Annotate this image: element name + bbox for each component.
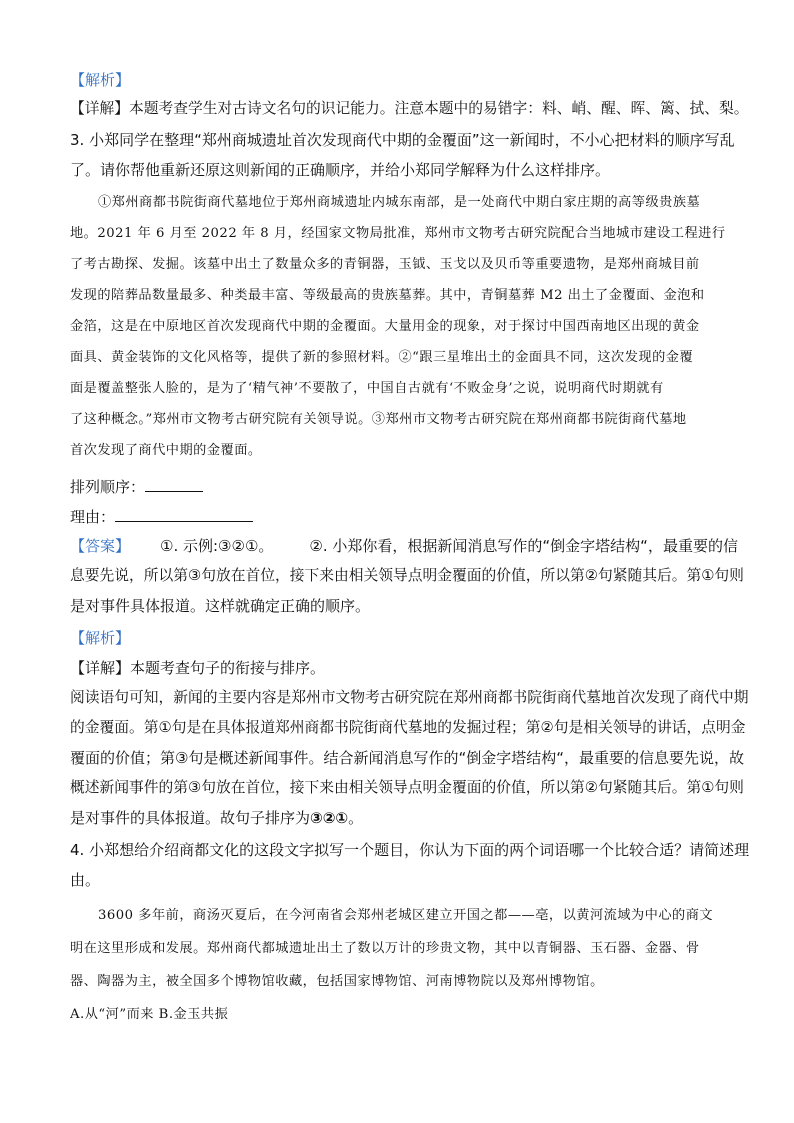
answer-line-2: 息要先说，所以第③句放在首位，接下来由相关领导点明金覆面的价值，所以第②句紧随其后。第①句则	[70, 567, 744, 584]
passage-line: 首次发现了商代中期的金覆面。	[70, 443, 262, 458]
reason-blank[interactable]	[115, 506, 253, 522]
passage-line: 了考古勘探、发掘。该墓中出土了数量众多的青铜器，玉钺、玉戈以及贝币等重要遗物，是郑州商城目前	[70, 257, 700, 272]
q4-options: A.从“河”而来 B.金玉共振	[70, 1007, 229, 1022]
explanation-line-last	[70, 808, 363, 828]
answer-part-1: . 示例:③②①。	[173, 537, 274, 555]
answer-line-3: 是对事件具体报道。这样就确定正确的顺序。	[70, 597, 371, 615]
final-order: ③②①	[310, 809, 349, 827]
order-label: 排列顺序：	[70, 478, 146, 496]
detail-text: 本题考查学生对古诗文名句的识记能力。注意本题中的易错字：料、峭、醒、晖、篱、拭、梨。	[129, 100, 749, 117]
reason-label: 理由：	[70, 508, 116, 526]
passage-line: 面是覆盖整张人脸的，是为了‘精气神’不要散了，中国自古就有‘不败金身’之说，说明商代时期就有	[70, 381, 664, 396]
passage-line: 地。2021 年 6 月至 2022 年 8 月，经国家文物局批准，郑州市文物考古研究院配合当地城市建设工程进行	[70, 226, 726, 241]
answer-tag: 【答案】	[70, 537, 131, 555]
question-3-stem-line-1: 3. 小郑同学在整理“郑州商城遗址首次发现商代中期的金覆面”这一新闻时，不小心把材料的顺序写乱	[70, 131, 735, 149]
question-3-stem-line-2: 了。请你帮他重新还原这则新闻的正确顺序，并给小郑同学解释为什么这样排序。	[70, 161, 611, 179]
detail-tag: 【详解】	[70, 100, 129, 117]
explanation-suffix: 。	[348, 809, 364, 827]
answer-part-2: . 小郑你看，根据新闻消息写作的“倒金字塔结构“，最重要的信	[322, 537, 738, 555]
passage-line: 了这种概念。”郑州市文物考古研究院有关领导说。③郑州市文物考古研究院在郑州商都书院街商代墓地	[70, 412, 687, 427]
answer-number-2: ②	[309, 537, 323, 555]
q4-passage-line: 明在这里形成和发展。郑州商代都城遗址出土了数以万计的珍贵文物，其中以青铜器、玉石器、金器、骨	[70, 941, 700, 956]
analysis-tag: 【解析】	[70, 71, 131, 89]
detail-tag: 【详解】	[70, 659, 131, 677]
analysis-tag: 【解析】	[70, 629, 131, 647]
answer-number-1: ①	[160, 537, 174, 555]
passage-line: 发现的陪葬品数量最多、种类最丰富、等级最高的贵族墓葬。其中，青铜墓葬 M2 出土了金覆面、金泡和	[70, 288, 705, 303]
detail-line	[70, 658, 325, 678]
passage-line: ①郑州商都书院街商代墓地位于郑州商城遗址内城东南部，是一处商代中期白家庄期的高等级贵族墓	[98, 195, 701, 210]
question-4-stem-line-1: 4. 小郑想给介绍商都文化的这段文字拟写一个题目，你认为下面的两个词语哪一个比较合适？请简述理	[70, 841, 750, 859]
explanation-line: 概述新闻事件的第③句放在首位，接下来由相关领导点明金覆面的价值，所以第②句紧随其后。第①句则	[70, 779, 744, 796]
explanation-line: 阅读语句可知，新闻的主要内容是郑州市文物考古研究院在郑州商都书院街商代墓地首次发现了商代中期	[70, 689, 749, 706]
question-4-stem-line-2: 由。	[70, 871, 101, 889]
detail-text: 本题考查句子的衔接与排序。	[130, 659, 326, 677]
answer-line-1	[70, 536, 738, 556]
order-field	[70, 476, 203, 497]
explanation-prefix: 是对事件的具体报道。故句子排序为	[70, 809, 311, 827]
order-blank[interactable]	[145, 476, 203, 492]
q4-passage-line: 器、陶器为主，被全国多个博物馆收藏，包括国家博物馆、河南博物院以及郑州博物馆。	[70, 974, 604, 989]
explanation-line: 的金覆面。第①句是在具体报道郑州商都书院街商代墓地的发掘过程；第②句是相关领导的讲话，点明金	[70, 719, 746, 736]
passage-line: 面具、黄金装饰的文化风格等，提供了新的参照材料。②“跟三星堆出土的金面具不同，这次发现的金覆	[70, 350, 694, 365]
explanation-line: 覆面的价值；第③句是概述新闻事件。结合新闻消息写作的“倒金字塔结构“，最重要的信息要先说，故	[70, 749, 744, 767]
detail-line	[70, 99, 749, 119]
passage-line: 金箔，这是在中原地区首次发现商代中期的金覆面。大量用金的现象，对于探讨中国西南地区出现的黄金	[70, 319, 700, 334]
q4-passage-line: 3600 多年前，商汤灭夏后，在今河南省会郑州老城区建立开国之都——亳，以黄河流域为中心的商文	[98, 908, 714, 923]
reason-field	[70, 506, 253, 527]
